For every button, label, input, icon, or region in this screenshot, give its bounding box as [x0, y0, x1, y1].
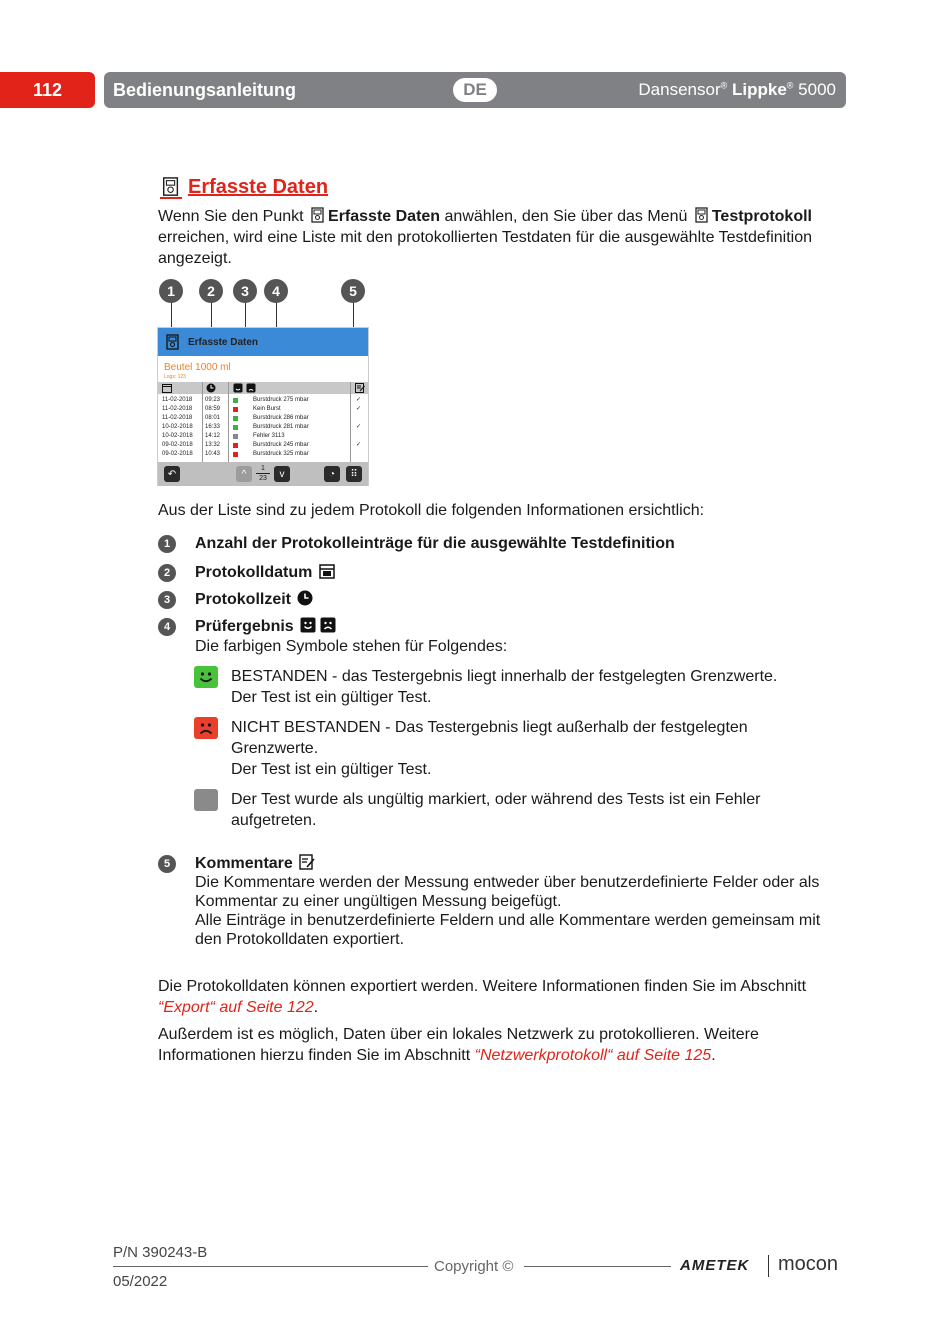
gauge-button[interactable]: ◔: [324, 466, 340, 482]
item-number: 3: [158, 591, 176, 609]
pass-smile-icon: [194, 666, 218, 688]
result-marker: [233, 416, 238, 421]
screen-column-header: [158, 382, 368, 394]
item-number: 1: [158, 535, 176, 553]
log-text: Kein Burst: [253, 406, 281, 412]
result-marker: [233, 434, 238, 439]
ametek-logo: AMETEK: [680, 1257, 750, 1274]
log-date: 09-02-2018: [162, 451, 193, 457]
page-up-button[interactable]: ^: [236, 466, 252, 482]
intro-text-1: Wenn Sie den Punkt: [158, 208, 304, 225]
callout-4: 4: [264, 279, 288, 303]
log-date: 11-02-2018: [162, 397, 193, 403]
export-paragraph: [158, 976, 848, 1018]
page-current: 1: [261, 465, 265, 472]
symbol-line-1: BESTANDEN - das Testergebnis liegt innerhalb der festgelegten Grenzwerte.: [231, 668, 778, 685]
section-heading: [160, 176, 328, 199]
item-title: Anzahl der Protokolleinträge für die ausgewählte Testdefinition: [195, 535, 675, 552]
comment-check: ✓: [356, 442, 362, 448]
list-item-5: [158, 854, 848, 954]
log-date: 09-02-2018: [162, 442, 193, 448]
log-time: 13:32: [205, 442, 221, 448]
mocon-logo: mocon: [778, 1253, 839, 1275]
product-model: 5000: [798, 80, 836, 99]
log-row[interactable]: [158, 405, 368, 414]
intro-text-2: anwählen, den Sie über das Menü: [444, 208, 688, 225]
list-intro: Aus der Liste sind zu jedem Protokoll die folgenden Informationen ersichtlich:: [158, 502, 705, 519]
logo-separator: [768, 1255, 769, 1277]
calendar-icon: [319, 563, 335, 579]
log-date: 11-02-2018: [162, 415, 193, 421]
log-text: Fehler 3113: [253, 433, 285, 439]
item-body-2: Alle Einträge in benutzerdefinierte Feldern und alle Kommentare werden gemeinsam mit den Protokolldaten exportiert.: [195, 912, 821, 948]
intro-text-3: erreichen, wird eine Liste mit den protokollierten Testdaten für die ausgewählte Testdefinition angezeigt.: [158, 229, 813, 267]
item-title-text: Protokolldatum: [195, 564, 313, 581]
result-marker: [233, 443, 238, 448]
symbol-text: [231, 666, 831, 708]
page-number: 112: [0, 72, 95, 108]
log-time: 10:43: [205, 451, 221, 457]
frown-icon: [246, 383, 256, 393]
footer-divider: [524, 1266, 671, 1267]
item-title: [195, 854, 317, 874]
log-row[interactable]: [158, 423, 368, 432]
data-file-icon: [160, 177, 182, 199]
product-brand: Lippke: [732, 80, 787, 99]
test-log-icon: [694, 207, 710, 223]
log-time: 09:23: [205, 397, 221, 403]
item-title-text: Protokollzeit: [195, 591, 292, 608]
log-date: 11-02-2018: [162, 406, 193, 412]
callout-5: 5: [341, 279, 365, 303]
language-badge: DE: [453, 78, 497, 102]
product-prefix: Dansensor: [638, 80, 721, 99]
callout-2: 2: [199, 279, 223, 303]
page-down-button[interactable]: v: [274, 466, 290, 482]
calendar-icon: [162, 383, 172, 393]
item-title-text: Prüfergebnis: [195, 618, 294, 635]
log-text: Burstdruck 325 mbar: [253, 451, 309, 457]
comment-check: ✓: [356, 406, 362, 412]
product-name: Dansensor® Lippke® 5000: [638, 80, 836, 99]
clock-icon: [206, 383, 216, 393]
revision-date: 05/2022: [113, 1273, 168, 1290]
smile-icon: [300, 617, 316, 633]
screen-toolbar: [158, 462, 368, 486]
log-time: 08:01: [205, 415, 221, 421]
item-body: Die farbigen Symbole stehen für Folgendes:: [195, 638, 508, 655]
log-row[interactable]: [158, 432, 368, 441]
result-marker: [233, 398, 238, 403]
item-title-text: Kommentare: [195, 855, 293, 872]
comment-icon: [355, 383, 365, 393]
symbol-line-1: Der Test wurde als ungültig markiert, oder während des Tests ist ein Fehler aufgetreten.: [231, 791, 761, 829]
screen-subtitle: Beutel 1000 ml: [164, 362, 231, 373]
intro-bold-2: Testprotokoll: [711, 208, 812, 225]
log-row[interactable]: [158, 450, 368, 459]
item-number: 5: [158, 855, 176, 873]
fail-frown-icon: [194, 717, 218, 739]
back-button[interactable]: ↶: [164, 466, 180, 482]
export-link[interactable]: “Export“ auf Seite 122: [158, 999, 314, 1016]
network-paragraph: [158, 1024, 848, 1066]
item-number: 2: [158, 564, 176, 582]
network-text: Außerdem ist es möglich, Daten über ein lokales Netzwerk zu protokollieren. Weitere Informationen hierzu finden Sie im Abschnitt: [158, 1026, 759, 1064]
symbol-text: [231, 789, 831, 831]
log-date: 10-02-2018: [162, 433, 193, 439]
log-date: 10-02-2018: [162, 424, 193, 430]
item-body: Die Kommentare werden der Messung entweder über benutzerdefinierte Felder oder als Kommentar zu einer ungültigen Messung beigefügt.: [195, 874, 820, 910]
log-row[interactable]: [158, 414, 368, 423]
data-file-icon: [165, 334, 181, 350]
log-text: Burstdruck 245 mbar: [253, 442, 309, 448]
menu-grid-button[interactable]: ⠿: [346, 466, 362, 482]
intro-bold-1: Erfasste Daten: [328, 208, 441, 225]
manual-title: Bedienungsanleitung: [113, 79, 297, 100]
clock-icon: [297, 590, 313, 606]
header-bar: [104, 72, 846, 108]
footer-divider: [113, 1266, 428, 1267]
result-marker: [233, 425, 238, 430]
item-number: 4: [158, 618, 176, 636]
symbol-line-2: Der Test ist ein gültiger Test.: [231, 689, 432, 706]
log-time: 16:33: [205, 424, 221, 430]
network-text-end: .: [711, 1047, 716, 1064]
comment-icon: [299, 854, 315, 870]
callout-1: 1: [159, 279, 183, 303]
log-text: Burstdruck 286 mbar: [253, 415, 309, 421]
screen-log-list: [158, 396, 368, 459]
frown-icon: [320, 617, 336, 633]
export-text: Die Protokolldaten können exportiert werden. Weitere Informationen finden Sie im Abschnitt: [158, 978, 807, 995]
item-title: [195, 563, 337, 583]
log-text: Burstdruck 275 mbar: [253, 397, 309, 403]
page-indicator: [256, 464, 270, 483]
log-row[interactable]: [158, 396, 368, 405]
comment-check: ✓: [356, 424, 362, 430]
log-text: Burstdruck 281 mbar: [253, 424, 309, 430]
list-item-4: [158, 617, 848, 659]
page-total: 23: [256, 473, 270, 483]
comment-check: ✓: [356, 397, 362, 403]
symbol-line-2: Der Test ist ein gültiger Test.: [231, 761, 432, 778]
symbol-line-1: NICHT BESTANDEN - Das Testergebnis liegt außerhalb der festgelegten Grenzwerte.: [231, 719, 748, 757]
export-text-end: .: [313, 999, 319, 1016]
device-screenshot: [157, 327, 369, 486]
data-file-icon: [310, 207, 326, 223]
network-link[interactable]: “Netzwerkprotokoll“ auf Seite 125: [474, 1047, 712, 1064]
screen-log-count: Logs: 123: [164, 374, 186, 380]
symbol-text: [231, 717, 831, 780]
item-title: [195, 617, 338, 637]
log-time: 14:12: [205, 433, 221, 439]
log-time: 08:59: [205, 406, 221, 412]
section-title: Erfasste Daten: [188, 176, 329, 198]
log-row[interactable]: [158, 441, 368, 450]
smile-icon: [233, 383, 243, 393]
screen-title: Erfasste Daten: [188, 337, 259, 348]
callout-3: 3: [233, 279, 257, 303]
intro-paragraph: [158, 206, 848, 269]
invalid-square-icon: [194, 789, 218, 811]
part-number: P/N 390243-B: [113, 1244, 208, 1261]
item-title: [195, 590, 315, 610]
result-marker: [233, 452, 238, 457]
result-marker: [233, 407, 238, 412]
copyright: Copyright ©: [434, 1258, 514, 1275]
